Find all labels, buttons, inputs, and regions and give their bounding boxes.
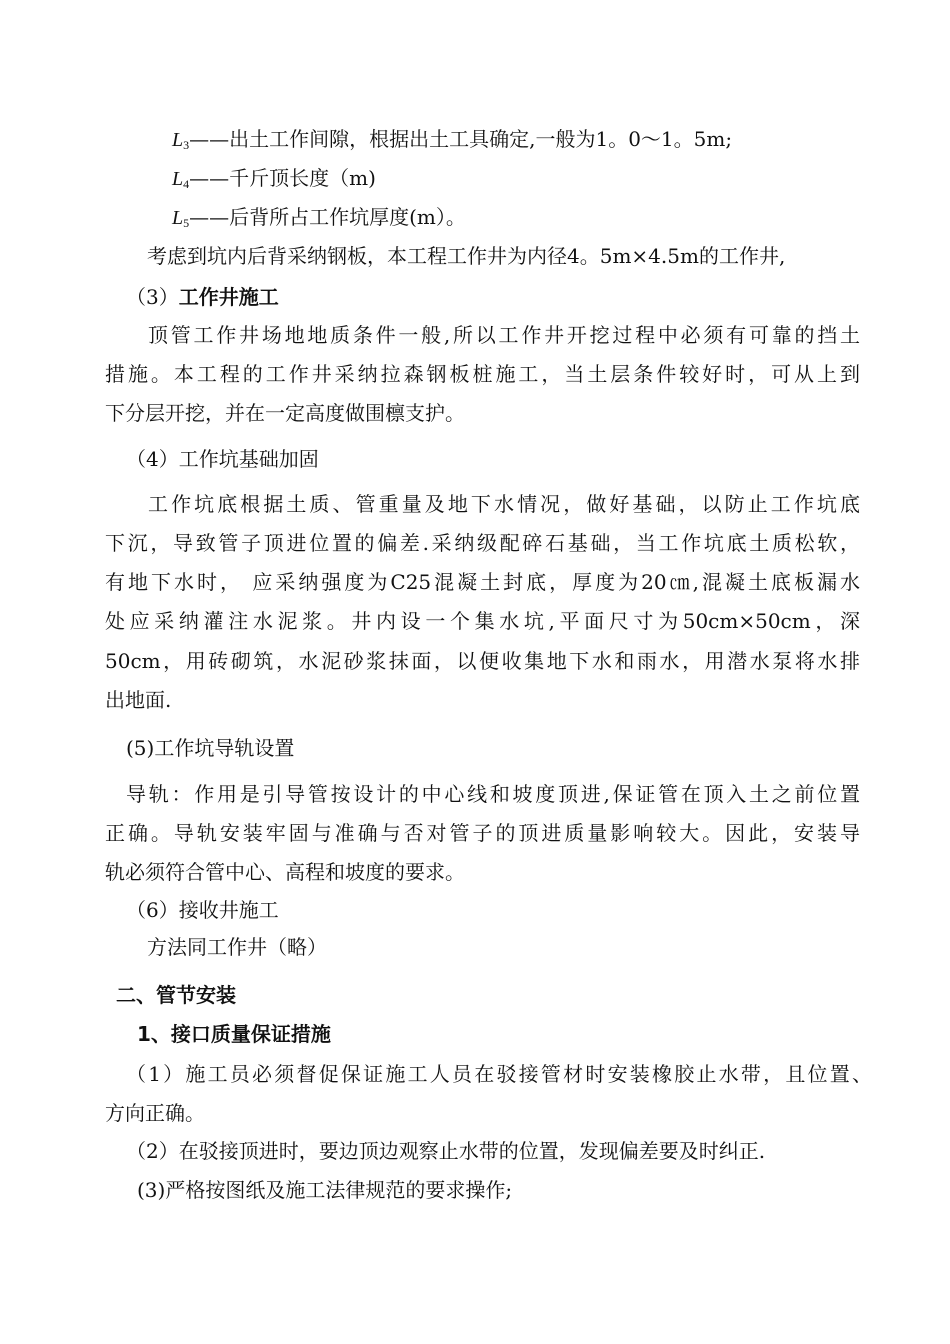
paragraph-3-line-2: 措施。本工程的工作井采纳拉森钢板桩施工，当土层条件较好时，可从上到 [105, 362, 860, 386]
paragraph-3-line-1: 顶管工作井场地地质条件一般,所以工作井开挖过程中必须有可靠的挡土 [148, 323, 860, 347]
paragraph-consider: 考虑到坑内后背采纳钢板，本工程工作井为内径4。5m×4.5m的工作井, [147, 244, 786, 268]
paragraph-4-line-6: 出地面. [105, 688, 172, 712]
paragraph-4-line-5: 50cm，用砖砌筑，水泥砂浆抹面，以便收集地下水和雨水，用潜水泵将水排 [105, 649, 860, 673]
variable-symbol: $L_5$ [172, 207, 190, 230]
heading-5: (5)工作坑导轨设置 [126, 736, 295, 760]
definition-text: ——出土工作间隙，根据出土工具确定,一般为1。0～1。5m; [189, 127, 733, 151]
paragraph-4-line-3: 有地下水时， 应采纳强度为C25混凝土封底，厚度为20㎝,混凝土底板漏水 [105, 570, 860, 594]
heading-6: （6）接收井施工 [126, 898, 279, 922]
section-2-title: 二、管节安装 [116, 983, 236, 1007]
paragraph-4-line-2: 下沉，导致管子顶进位置的偏差.采纳级配碎石基础，当工作坑底土质松软， [105, 531, 860, 555]
paragraph-5-line-1: 导轨：作用是引导管按设计的中心线和坡度顶进,保证管在顶入土之前位置 [126, 782, 860, 806]
item-3: (3)严格按图纸及施工法律规范的要求操作; [137, 1178, 513, 1202]
paragraph-5-line-3: 轨必须符合管中心、高程和坡度的要求。 [105, 860, 465, 884]
paragraph-4-line-4: 处应采纳灌注水泥浆。井内设一个集水坑,平面尺寸为50cm×50cm，深 [105, 609, 860, 633]
section-2-subtitle: 1、接口质量保证措施 [137, 1022, 331, 1046]
definition-l3 [172, 126, 732, 158]
paragraph-3-line-3: 下分层开挖，并在一定高度做围檩支护。 [105, 401, 465, 425]
item-1-line-2: 方向正确。 [105, 1101, 205, 1125]
variable-symbol: $L_4$ [172, 168, 190, 191]
heading-3-number: （3） [126, 285, 179, 309]
paragraph-6: 方法同工作井（略） [147, 935, 327, 959]
variable-symbol: $L_3$ [172, 129, 190, 152]
item-1-line-1: （1）施工员必须督促保证施工人员在驳接管材时安装橡胶止水带，且位置、 [126, 1062, 872, 1086]
heading-3 [126, 284, 279, 310]
paragraph-4-line-1: 工作坑底根据土质、管重量及地下水情况，做好基础，以防止工作坑底 [148, 492, 860, 516]
definition-l5 [172, 204, 466, 236]
definition-text: ——千斤顶长度（m) [189, 166, 376, 190]
paragraph-5-line-2: 正确。导轨安装牢固与准确与否对管子的顶进质量影响较大。因此，安装导 [105, 821, 860, 845]
definition-l4 [172, 165, 376, 197]
definition-text: ——后背所占工作坑厚度(m）。 [189, 205, 466, 229]
item-2: （2）在驳接顶进时，要边顶边观察止水带的位置，发现偏差要及时纠正. [126, 1139, 766, 1163]
heading-4: （4）工作坑基础加固 [126, 447, 319, 471]
heading-3-text: 工作井施工 [178, 285, 279, 309]
